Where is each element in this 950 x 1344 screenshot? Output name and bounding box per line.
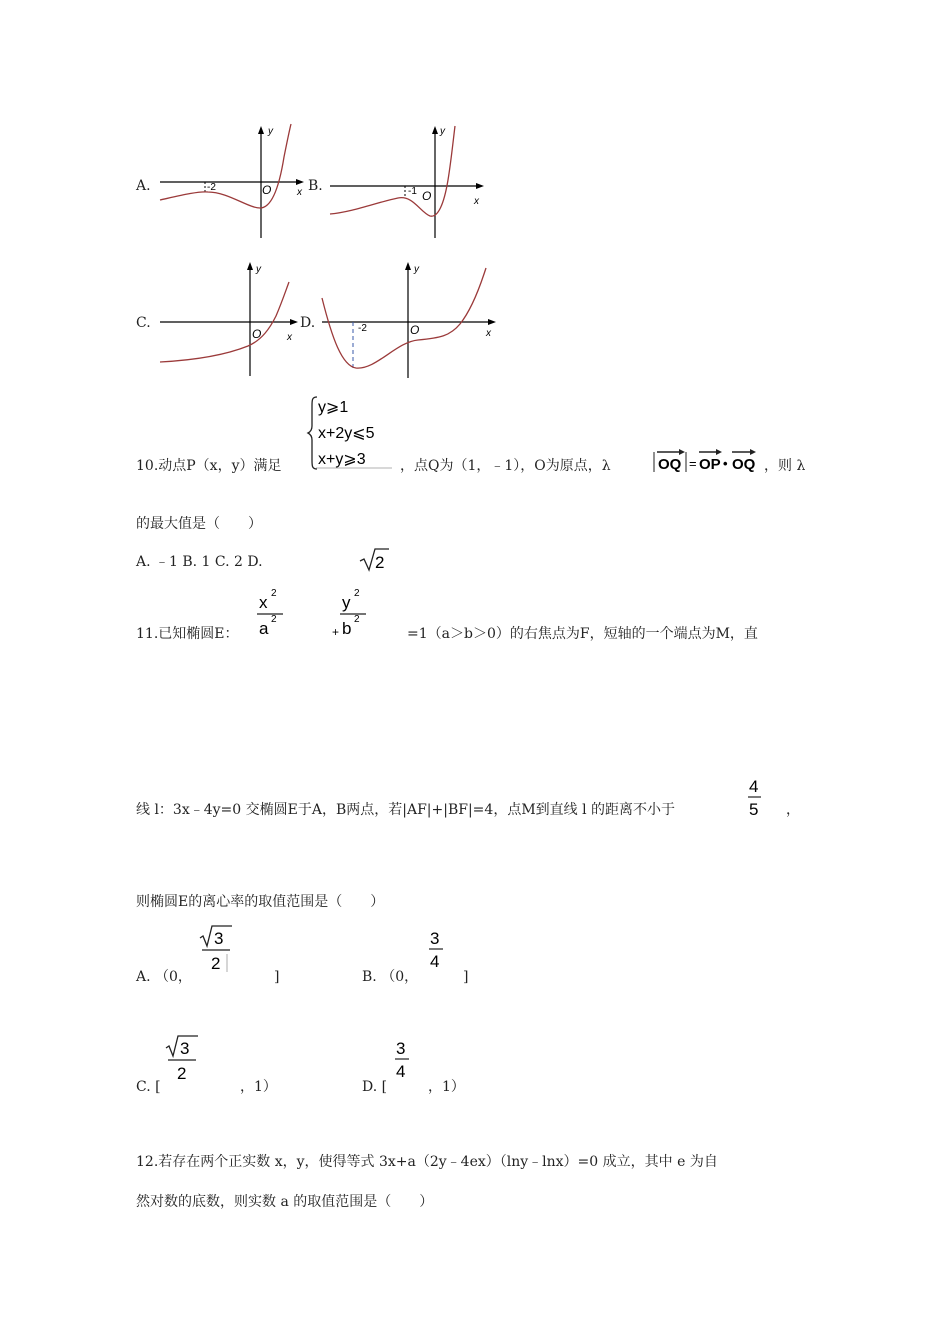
graph-a [158, 122, 306, 240]
q11-opt-a-den: 2 [211, 954, 221, 973]
q11-frac45-num: 4 [749, 777, 759, 796]
graph-b [328, 122, 488, 240]
option-label-c: C. [136, 315, 151, 331]
q11-opt-b-den: 4 [430, 952, 440, 971]
q11-frac2-den: b [342, 619, 352, 638]
graph-a-ylabel: y [268, 126, 273, 137]
q11-frac2-den-exp: 2 [354, 614, 360, 625]
q11-opt-d-frac [392, 1036, 414, 1082]
q10-optd-value: 2 [375, 553, 385, 572]
q11-opt-d-post: ，1） [428, 1079, 465, 1095]
graph-d-ylabel: y [414, 264, 419, 275]
graph-b-xlabel: x [474, 196, 479, 207]
q11-opt-a-frac [198, 924, 236, 976]
graph-d-xlabel: x [486, 328, 491, 339]
q11-frac-x2-a2 [254, 584, 286, 640]
q10-vector-expression [652, 446, 762, 476]
q11-frac1-den: a [259, 619, 269, 638]
q11-opt-a-pre: A. （0， [136, 969, 192, 985]
q11-frac45-den: 5 [749, 800, 759, 819]
graph-a-origin: O [262, 183, 272, 197]
q10-dot: • [723, 456, 728, 471]
graph-d [320, 258, 502, 380]
q10-equals: = [689, 456, 697, 471]
q11-opt-b-num: 3 [430, 929, 440, 948]
q11-frac2-num-exp: 2 [354, 588, 360, 599]
q11-frac2-num: y [342, 593, 351, 612]
q11-opt-a-close: ] [274, 969, 280, 985]
q11-opt-b-pre: B. （0， [362, 969, 419, 985]
graph-a-mark: -2 [207, 182, 216, 193]
q10-vec-oq-abs: OQ [658, 456, 682, 473]
q10-mid: ，点Q为（1，﹣1），O为原点，λ [400, 458, 611, 474]
q11-frac1-num-exp: 2 [271, 588, 277, 599]
q10-vec-oq: OQ [732, 456, 756, 473]
q10-vec-op: OP [699, 456, 721, 473]
q11-opt-c-pre: C. [ [136, 1079, 161, 1095]
q10-system-line-3: x+y⩾3 [318, 451, 366, 468]
q11-plus: + [332, 625, 340, 639]
graph-c [158, 258, 304, 378]
q11-line2: 线 l：3x﹣4y=0 交椭圆E于A，B两点，若|AF|+|BF|=4，点M到直线 l 的距离不小于 [136, 802, 676, 818]
q10-options: A. ﹣1 B. 1 C. 2 D. [136, 554, 263, 570]
q11-frac-y2-b2 [330, 584, 370, 640]
q11-frac1-den-exp: 2 [271, 614, 277, 625]
q11-opt-b-close: ] [463, 969, 469, 985]
option-label-d: D. [300, 315, 316, 331]
q11-frac-4-5 [745, 774, 765, 820]
graph-d-mark: -2 [358, 323, 367, 334]
q10-sqrt-2 [358, 546, 390, 572]
q12-line1: 12.若存在两个正实数 x，y，使得等式 3x+a（2y﹣4ex）（lny﹣lnx）=0 成立，其中 e 为自 [136, 1154, 718, 1170]
q11-opt-c-frac [164, 1034, 202, 1084]
graph-c-xlabel: x [287, 332, 292, 343]
q11-opt-d-den: 4 [396, 1062, 406, 1081]
q12-line2: 然对数的底数，则实数 a 的取值范围是（ ） [136, 1194, 434, 1210]
graph-a-xlabel: x [297, 187, 302, 198]
q10-constraint-system [306, 394, 400, 472]
q11-rest: =1（a＞b＞0）的右焦点为F，短轴的一个端点为M，直 [407, 626, 758, 642]
option-label-a: A. [136, 178, 151, 194]
q11-opt-d-pre: D. [ [362, 1079, 388, 1095]
graph-d-origin: O [410, 323, 420, 337]
q11-opt-b-frac [426, 926, 448, 972]
q11-opt-a-num: 3 [214, 929, 224, 948]
q11-opt-c-den: 2 [177, 1064, 187, 1083]
graph-b-mark: -1 [408, 186, 417, 197]
q11-opt-d-num: 3 [396, 1039, 406, 1058]
q10-system-line-1: y⩾1 [318, 399, 349, 416]
q11-lead: 11.已知椭圆E： [136, 626, 239, 642]
graph-c-origin: O [252, 327, 262, 341]
q10-line2: 的最大值是（ ） [136, 516, 262, 532]
q10-lead: 10.动点P（x，y）满足 [136, 458, 282, 474]
q10-system-line-2: x+2y⩽5 [318, 425, 375, 442]
q11-opt-c-post: ，1） [240, 1079, 277, 1095]
q11-line3: 则椭圆E的离心率的取值范围是（ ） [136, 894, 385, 910]
graph-b-origin: O [422, 189, 432, 203]
q10-tail: ，则 λ [764, 458, 806, 474]
graph-c-ylabel: y [256, 264, 261, 275]
q11-opt-c-num: 3 [180, 1039, 190, 1058]
graph-b-ylabel: y [440, 126, 445, 137]
q11-frac1-num: x [259, 593, 268, 612]
option-label-b: B. [308, 178, 323, 194]
q11-line2-tail: ， [786, 802, 800, 818]
